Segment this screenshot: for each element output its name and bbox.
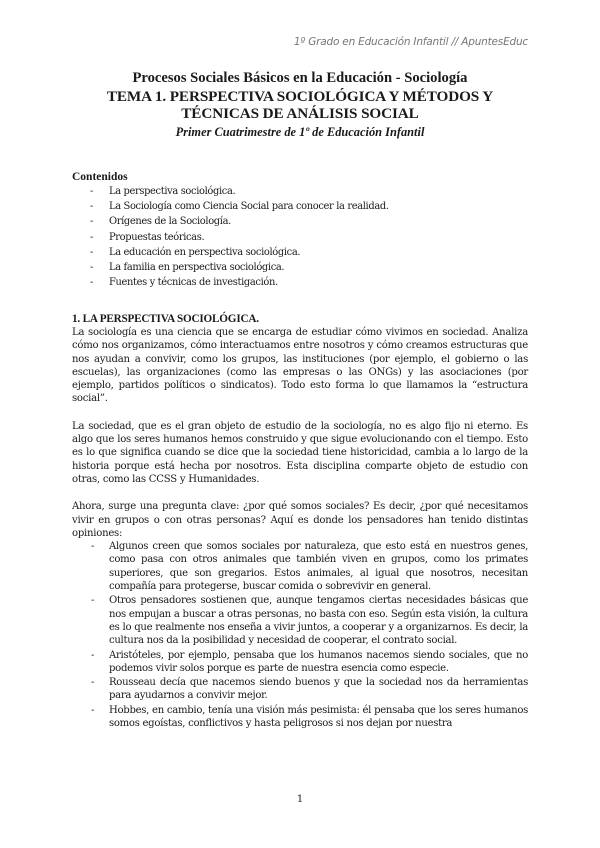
- paragraph: Ahora, surge una pregunta clave: ¿por qué somos sociales? Es decir, ¿por qué necesitamos vivir en grupos o con otras personas? Aquí es donde los pensadores han tenido distintas opiniones:: [72, 501, 528, 539]
- list-item: - Hobbes, en cambio, tenía una visión más pesimista: él pensaba que los seres humanos somos egoístas, conflictivos y hasta peligrosos si nos dejan por nuestra: [72, 704, 528, 731]
- header-note: 1º Grado en Educación Infantil // ApuntesEduc: [293, 36, 528, 48]
- list-item: - Aristóteles, por ejemplo, pensaba que los humanos nacemos siendo sociales, que no podemos vivir solos porque es parte de nuestra esencia como especie.: [72, 649, 528, 676]
- list-item: - Otros pensadores sostienen que, aunque tengamos ciertas necesidades básicas que nos empujan a buscar a otras personas, no basta con eso. Según esta visión, la cultura es lo que realmente nos enseña a vivir juntos, a cooperar y a organizarnos. Es decir, la cultura nos da la posibilidad y necesidad de cooperar, el contrato social.: [72, 594, 528, 647]
- contents-item: - La Sociología como Ciencia Social para conocer la realidad.: [72, 199, 528, 214]
- topic-title-line2: TÉCNICAS DE ANÁLISIS SOCIAL: [181, 105, 419, 122]
- title-block: [72, 70, 528, 140]
- page-number: 1: [296, 794, 304, 805]
- list-item: - Algunos creen que somos sociales por naturaleza, que esto está en nuestros genes, como pasa con otros animales que también viven en grupos, como los primates superiores, que son gregarios. Estos animales, al igual que nosotros, necesitan compañía para protegerse, buscar comida o sobrevivir en general.: [72, 540, 528, 593]
- list-item: - Rousseau decía que nacemos siendo buenos y que la sociedad nos da herramientas para ayudarnos a convivir mejor.: [72, 676, 528, 703]
- contents-heading: Contenidos: [72, 171, 128, 183]
- contents-section: [72, 170, 528, 290]
- contents-list: [72, 184, 528, 290]
- paragraph: La sociología es una ciencia que se encarga de estudiar cómo vivimos en sociedad. Analiza cómo nos organizamos, cómo interactuamos entre nosotros y cómo creamos estructuras que nos ayudan a convivir, como los grupos, las instituciones (por ejemplo, el gobierno o las escuelas), las organizaciones (como las empresas o las ONGs) y las asociaciones (por ejemplo, partidos políticos o sindicatos). Todo esto forma lo que llamamos la “estructura social”.: [72, 327, 528, 405]
- opinions-list: [72, 540, 528, 730]
- section-1-heading: 1. LA PERSPECTIVA SOCIOLÓGICA.: [72, 313, 259, 325]
- contents-item: - Fuentes y técnicas de investigación.: [72, 275, 528, 290]
- course-title: Procesos Sociales Básicos en la Educación - Sociología: [132, 70, 468, 86]
- contents-item: - La educación en perspectiva sociológica.: [72, 245, 528, 260]
- contents-item: - La familia en perspectiva sociológica.: [72, 260, 528, 275]
- paragraph: La sociedad, que es el gran objeto de estudio de la sociología, no es algo fijo ni eterno. Es algo que los seres humanos hemos construido y que sigue evolucionando con el tiempo. Esto es lo que significa cuando se dice que la sociedad tiene historicidad, cambia a lo largo de la historia porque está hecha por nosotros. Esta disciplina comparte objeto de estudio con otras, como las CCSS y Humanidades.: [72, 420, 528, 485]
- topic-title-line1: TEMA 1. PERSPECTIVA SOCIOLÓGICA Y MÉTODOS Y: [106, 87, 494, 105]
- section-1: [72, 312, 528, 731]
- contents-item: - Propuestas teóricas.: [72, 230, 528, 245]
- document-subtitle: Primer Cuatrimestre de 1º de Educación Infantil: [175, 124, 425, 139]
- contents-item: - La perspectiva sociológica.: [72, 184, 528, 199]
- contents-item: - Orígenes de la Sociología.: [72, 214, 528, 229]
